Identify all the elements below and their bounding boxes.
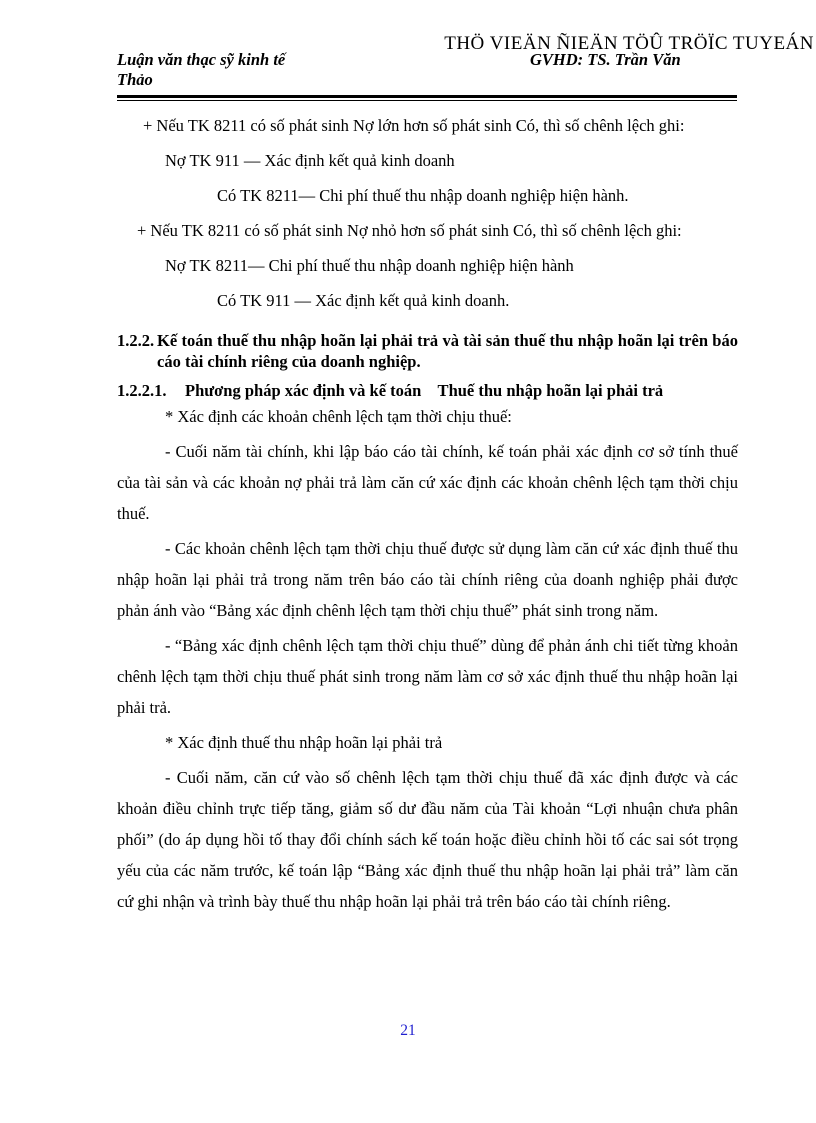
header-thesis-title	[117, 50, 285, 90]
case2-credit-entry: Có TK 911 — Xác định kết quả kinh doanh.	[217, 291, 510, 310]
page-content	[117, 108, 738, 917]
paragraph-deferred-tax-calculation: - Cuối năm, căn cứ vào số chênh lệch tạm thời chịu thuế đã xác định được và các khoản điều chỉnh trực tiếp tăng, giảm số dư đầu năm của Tài khoản “Lợi nhuận chưa phân phối” (do áp dụng hồi tố thay đổi chính sách kế toán hoặc điều chỉnh hồi tố các sai sót trọng yếu của các năm trước, kế toán lập “Bảng xác định thuế thu nhập hoãn lại phải trả” làm căn cứ ghi nhận và trình bày thuế thu nhập hoãn lại phải trả trên báo cáo tài chính riêng.	[117, 768, 738, 911]
page-number: 21	[400, 1022, 416, 1039]
section-heading-1-2-2	[117, 330, 738, 372]
section-number-1-2-2: 1.2.2.	[117, 331, 155, 350]
case2-intro: + Nếu TK 8211 có số phát sinh Nợ nhỏ hơn số phát sinh Có, thì số chênh lệch ghi:	[137, 221, 682, 240]
section-heading-1-2-2-1	[117, 380, 738, 401]
case2-debit-entry: Nợ TK 8211— Chi phí thuế thu nhập doanh nghiệp hiện hành	[165, 256, 574, 275]
case1-debit-entry: Nợ TK 911 — Xác định kết quả kinh doanh	[165, 151, 455, 170]
case1-intro: + Nếu TK 8211 có số phát sinh Nợ lớn hơn số phát sinh Có, thì số chênh lệch ghi:	[143, 116, 685, 135]
header-rule-thin	[117, 100, 737, 101]
section-number-1-2-2-1: 1.2.2.1.	[117, 381, 167, 400]
paragraph-temporary-differences: - Các khoản chênh lệch tạm thời chịu thuế được sử dụng làm căn cứ xác định thuế thu nhập hoãn lại phải trả trong năm trên báo cáo tài chính riêng của doanh nghiệp phải được phản ánh vào “Bảng xác định chênh lệch tạm thời chịu thuế” phát sinh trong năm.	[117, 539, 738, 620]
header-thesis-line2: Thảo	[117, 70, 153, 89]
section-title-1-2-2-1: Phương pháp xác định và kế toán Thuế thu nhập hoãn lại phải trả	[185, 381, 664, 400]
paragraph-determination-table: - “Bảng xác định chênh lệch tạm thời chịu thuế” dùng để phản ánh chi tiết từng khoản chênh lệch tạm thời chịu thuế phát sinh trong năm làm cơ sở xác định thuế thu nhập hoãn lại phải trả.	[117, 636, 738, 717]
case1-credit-entry: Có TK 8211— Chi phí thuế thu nhập doanh nghiệp hiện hành.	[217, 186, 629, 205]
paragraph-year-end: - Cuối năm tài chính, khi lập báo cáo tài chính, kế toán phải xác định cơ sở tính thuế của tài sản và các khoản nợ phải trả làm căn cứ xác định các khoản chênh lệch tạm thời chịu thuế.	[117, 442, 738, 523]
header-rule-thick	[117, 95, 737, 98]
section-title-1-2-2: Kế toán thuế thu nhập hoãn lại phải trả và tài sản thuế thu nhập hoãn lại trên báo cáo tài chính riêng của doanh nghiệp.	[157, 331, 738, 371]
header-thesis-line1: Luận văn thạc sỹ kinh tế	[117, 50, 286, 69]
bullet-temporary-differences: * Xác định các khoản chênh lệch tạm thời chịu thuế:	[165, 407, 512, 426]
header-supervisor: GVHD: TS. Trần Văn	[530, 50, 681, 69]
bullet-deferred-tax-payable: * Xác định thuế thu nhập hoãn lại phải trả	[165, 733, 443, 752]
watermark-text: THÖ VIEÄN ÑIEÄN TÖÛ TRÖÏC TUYEÁN	[444, 33, 814, 54]
